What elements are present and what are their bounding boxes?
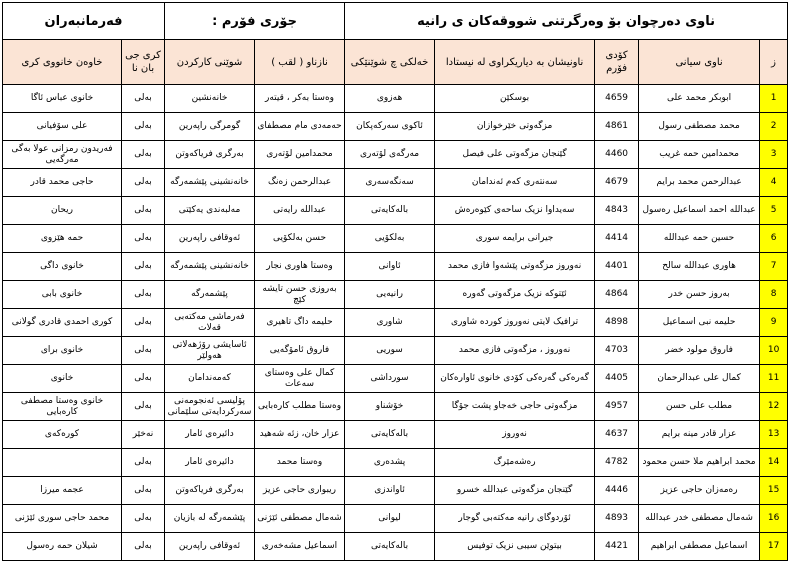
row-workplace: دائیرەی ئامار [165, 449, 255, 477]
row-rent: بەلی [122, 197, 165, 225]
table-row [3, 337, 788, 365]
row-owner: خانوی وەستا مصطفی کارەبایی [3, 393, 122, 421]
row-name: محمد مصطفی رسول [639, 113, 760, 141]
row-address: نەوروز ، مزگەوتی فازی محمد [435, 337, 595, 365]
row-address: مزگەوتی خێرخوازان [435, 113, 595, 141]
row-num: 15 [760, 477, 788, 505]
table-row [3, 393, 788, 421]
row-district: سورداشی [345, 365, 435, 393]
row-num: 9 [760, 309, 788, 337]
table-row [3, 197, 788, 225]
row-num: 13 [760, 421, 788, 449]
row-name: ابوبکر محمد علی [639, 85, 760, 113]
row-rent: بەلی [122, 141, 165, 169]
row-workplace: ئەوقافی راپەرین [165, 225, 255, 253]
row-rent: بەلی [122, 477, 165, 505]
row-code: 4401 [595, 253, 639, 281]
row-owner: خانوی برای [3, 337, 122, 365]
row-district: مەرگەی لۆتەری [345, 141, 435, 169]
row-address: رەشەمێرگ [435, 449, 595, 477]
row-name: فاروق مولود خضر [639, 337, 760, 365]
applicants-table [2, 2, 788, 561]
form-type-title: جۆری فۆرم : [165, 3, 345, 40]
row-code: 4957 [595, 393, 639, 421]
row-district: ئاکوی سەرکەپکان [345, 113, 435, 141]
table-row [3, 365, 788, 393]
row-owner: حاجی محمد قادر [3, 169, 122, 197]
row-name: اسماعیل مصطفی ابراهیم [639, 533, 760, 561]
row-name: عبداللە احمد اسماعیل رەسول [639, 197, 760, 225]
row-owner: علی سۆفیانی [3, 113, 122, 141]
row-name: بەروز حسن خدر [639, 281, 760, 309]
row-title: بەروزی حسن تایشە کێچ [255, 281, 345, 309]
row-address: گێنجان مزگەوتی عبداللە خسرو [435, 477, 595, 505]
row-code: 4637 [595, 421, 639, 449]
row-title: وەستا محمد [255, 449, 345, 477]
row-rent: نەخێر [122, 421, 165, 449]
row-title: وەستا هاوری نجار [255, 253, 345, 281]
row-num: 12 [760, 393, 788, 421]
table-row [3, 141, 788, 169]
row-code: 4893 [595, 505, 639, 533]
row-workplace: مەلبەندی یەکێتی [165, 197, 255, 225]
row-address: ئۆردوگای رانیە مەکتەبی گوجار [435, 505, 595, 533]
row-workplace: فەرماشی مەکتەبی قەلات [165, 309, 255, 337]
row-workplace: ئاسایشی رۆژهەلاتی هەولێر [165, 337, 255, 365]
row-district: سوریی [345, 337, 435, 365]
table-row [3, 449, 788, 477]
row-workplace: گومرگی راپەرین [165, 113, 255, 141]
row-title: وەستا مطلب کارەبایی [255, 393, 345, 421]
row-code: 4414 [595, 225, 639, 253]
row-owner: کوری احمدی قادری گولانی [3, 309, 122, 337]
row-workplace: دائیرەی ئامار [165, 421, 255, 449]
table-row [3, 421, 788, 449]
row-num: 16 [760, 505, 788, 533]
row-district: شاوری [345, 309, 435, 337]
row-address: گێنجان مزگەوتی علی فیصل [435, 141, 595, 169]
row-address: نەوروز مزگەوتی پێشەوا فازی محمد [435, 253, 595, 281]
row-num: 17 [760, 533, 788, 561]
row-owner [3, 449, 122, 477]
row-code: 4405 [595, 365, 639, 393]
row-district: هەزوی [345, 85, 435, 113]
row-rent: بەلی [122, 281, 165, 309]
row-workplace: خانەنشین [165, 85, 255, 113]
row-code: 4703 [595, 337, 639, 365]
table-row [3, 477, 788, 505]
row-address: ئێتوکە نزیک مزگەوتی گەورە [435, 281, 595, 309]
row-rent: بەلی [122, 225, 165, 253]
row-district: ئاوانی [345, 253, 435, 281]
row-rent: بەلی [122, 449, 165, 477]
header-district: خەلکی چ شوێنێکی [345, 40, 435, 85]
row-district: خۆشناو [345, 393, 435, 421]
row-code: 4421 [595, 533, 639, 561]
row-name: مطلب علی حسن [639, 393, 760, 421]
row-workplace: ئەوقافی راپەرین [165, 533, 255, 561]
row-title: ریبواری حاجی عزیز [255, 477, 345, 505]
row-district: سەنگەسەری [345, 169, 435, 197]
row-name: حسین حمە عبداللە [639, 225, 760, 253]
row-num: 8 [760, 281, 788, 309]
row-title: فاروق ئامۆگەیی [255, 337, 345, 365]
row-workplace: بەرگری فریاکەوتن [165, 141, 255, 169]
row-workplace: خانەنشینی پێشمەرگە [165, 253, 255, 281]
row-name: محمدامین حمە غریب [639, 141, 760, 169]
title-row [3, 3, 788, 40]
table-row [3, 505, 788, 533]
row-district: بالەکایەتی [345, 197, 435, 225]
row-address: نەوروز [435, 421, 595, 449]
row-workplace: بەرگری فریاکەوتن [165, 477, 255, 505]
header-owner: خاوەن خانووی کری [3, 40, 122, 85]
row-rent: بەلی [122, 253, 165, 281]
row-district: بالەکایەتی [345, 421, 435, 449]
row-address: جیرانی برایمە سوری [435, 225, 595, 253]
row-rent: بەلی [122, 85, 165, 113]
header-num: ز [760, 40, 788, 85]
header-row [3, 40, 788, 85]
row-title: عبدالرحمن زەنگ [255, 169, 345, 197]
row-owner: شیلان حمە رەسول [3, 533, 122, 561]
row-district: رانیەیی [345, 281, 435, 309]
row-workplace: خانەنشینی پێشمەرگە [165, 169, 255, 197]
row-num: 2 [760, 113, 788, 141]
table-row [3, 169, 788, 197]
row-rent: بەلی [122, 505, 165, 533]
row-title: حلیمە داگ تاهیری [255, 309, 345, 337]
table-row [3, 309, 788, 337]
row-code: 4843 [595, 197, 639, 225]
row-title: حسن بەلکۆیی [255, 225, 345, 253]
row-name: شەمال مصطفی خدر عبداللە [639, 505, 760, 533]
row-workplace: پێشمەرگە لە بازیان [165, 505, 255, 533]
row-owner: عجمە میرزا [3, 477, 122, 505]
row-owner: کورەکەی [3, 421, 122, 449]
row-name: کمال علی عبدالرحمان [639, 365, 760, 393]
row-owner: حمە هێزوی [3, 225, 122, 253]
row-code: 4861 [595, 113, 639, 141]
row-code: 4460 [595, 141, 639, 169]
row-code: 4659 [595, 85, 639, 113]
row-name: محمد ابراهیم ملا حسن محمود [639, 449, 760, 477]
row-num: 1 [760, 85, 788, 113]
row-code: 4446 [595, 477, 639, 505]
header-workplace: شوێنی کارکردن [165, 40, 255, 85]
row-district: ئاواندزی [345, 477, 435, 505]
row-address: سەنتەری کەم ئەندامان [435, 169, 595, 197]
header-rent: کری جی بان نا [122, 40, 165, 85]
table-row [3, 253, 788, 281]
header-title: نازناو ( لقب ) [255, 40, 345, 85]
row-address: مزگەوتی حاجی خەجاو پشت جۆگا [435, 393, 595, 421]
row-code: 4864 [595, 281, 639, 309]
row-num: 5 [760, 197, 788, 225]
row-title: اسماعیل مشەخەری [255, 533, 345, 561]
table-row [3, 281, 788, 309]
row-owner: فەریدون رمزانی عولا بەگی مەرگەیی [3, 141, 122, 169]
row-owner: خانوی [3, 365, 122, 393]
header-address: ناونیشان بە دیاریکراوی لە نیستادا [435, 40, 595, 85]
row-title: کمال علی وەستای سەعات [255, 365, 345, 393]
row-rent: بەلی [122, 309, 165, 337]
table-row [3, 113, 788, 141]
row-name: عزار قادر مینە برایم [639, 421, 760, 449]
row-owner: ریحان [3, 197, 122, 225]
row-address: ترافیک لایتی نەوروز کوردە شاوری [435, 309, 595, 337]
table-row [3, 85, 788, 113]
row-rent: بەلی [122, 533, 165, 561]
table-row [3, 225, 788, 253]
row-num: 7 [760, 253, 788, 281]
row-rent: بەلی [122, 169, 165, 197]
row-num: 3 [760, 141, 788, 169]
employees-title: فەرمانبەران [3, 3, 165, 40]
row-workplace: پۆلیسی ئەنجومەنی سەرکردایەتی سلێمانی [165, 393, 255, 421]
row-title: محمدامین لۆتەری [255, 141, 345, 169]
row-rent: بەلی [122, 393, 165, 421]
row-address: بیتوێن سیبی نزیک توفیس [435, 533, 595, 561]
row-address: گەرەکی گەرەکی کۆدی خانوی ئاوارەکان [435, 365, 595, 393]
row-name: حلیمە نبی اسماعیل [639, 309, 760, 337]
row-rent: بەلی [122, 113, 165, 141]
row-owner: محمد حاجی سوری ئێژنی [3, 505, 122, 533]
row-district: پشدەری [345, 449, 435, 477]
row-num: 6 [760, 225, 788, 253]
row-num: 11 [760, 365, 788, 393]
row-num: 4 [760, 169, 788, 197]
row-name: هاوری عبداللە سالح [639, 253, 760, 281]
row-num: 14 [760, 449, 788, 477]
row-rent: بەلی [122, 365, 165, 393]
row-district: لیوانی [345, 505, 435, 533]
row-workplace: پێشمەرگە [165, 281, 255, 309]
row-owner: خانوی بابی [3, 281, 122, 309]
row-title: وەستا بەکر ، قیتەر [255, 85, 345, 113]
row-owner: خانوی داگی [3, 253, 122, 281]
row-district: بالەکایەتی [345, 533, 435, 561]
row-address: سەیداوا نزیک ساحەی کێوەرەش [435, 197, 595, 225]
row-code: 4679 [595, 169, 639, 197]
row-rent: بەلی [122, 337, 165, 365]
row-title: عزار خان، زئە شەهید [255, 421, 345, 449]
competition-title: ناوی دەرچوان بۆ وەرگرتنی شووقەکان ی رانیە [345, 3, 788, 40]
row-workplace: کەمەندامان [165, 365, 255, 393]
row-name: رەمەزان حاجی عزیز [639, 477, 760, 505]
row-code: 4782 [595, 449, 639, 477]
row-title: حەمەدی مام مصطفای [255, 113, 345, 141]
row-name: عبدالرحمن محمد برایم [639, 169, 760, 197]
row-owner: خانوی عباس ئاگا [3, 85, 122, 113]
row-title: عبداللە رایەتی [255, 197, 345, 225]
row-district: بەلکۆیی [345, 225, 435, 253]
header-code: کۆدی فۆرم [595, 40, 639, 85]
row-title: شەمال مصطفی ئێژنی [255, 505, 345, 533]
row-code: 4898 [595, 309, 639, 337]
table-row [3, 533, 788, 561]
header-name: ناوی سیانی [639, 40, 760, 85]
row-num: 10 [760, 337, 788, 365]
row-address: بوسکێن [435, 85, 595, 113]
